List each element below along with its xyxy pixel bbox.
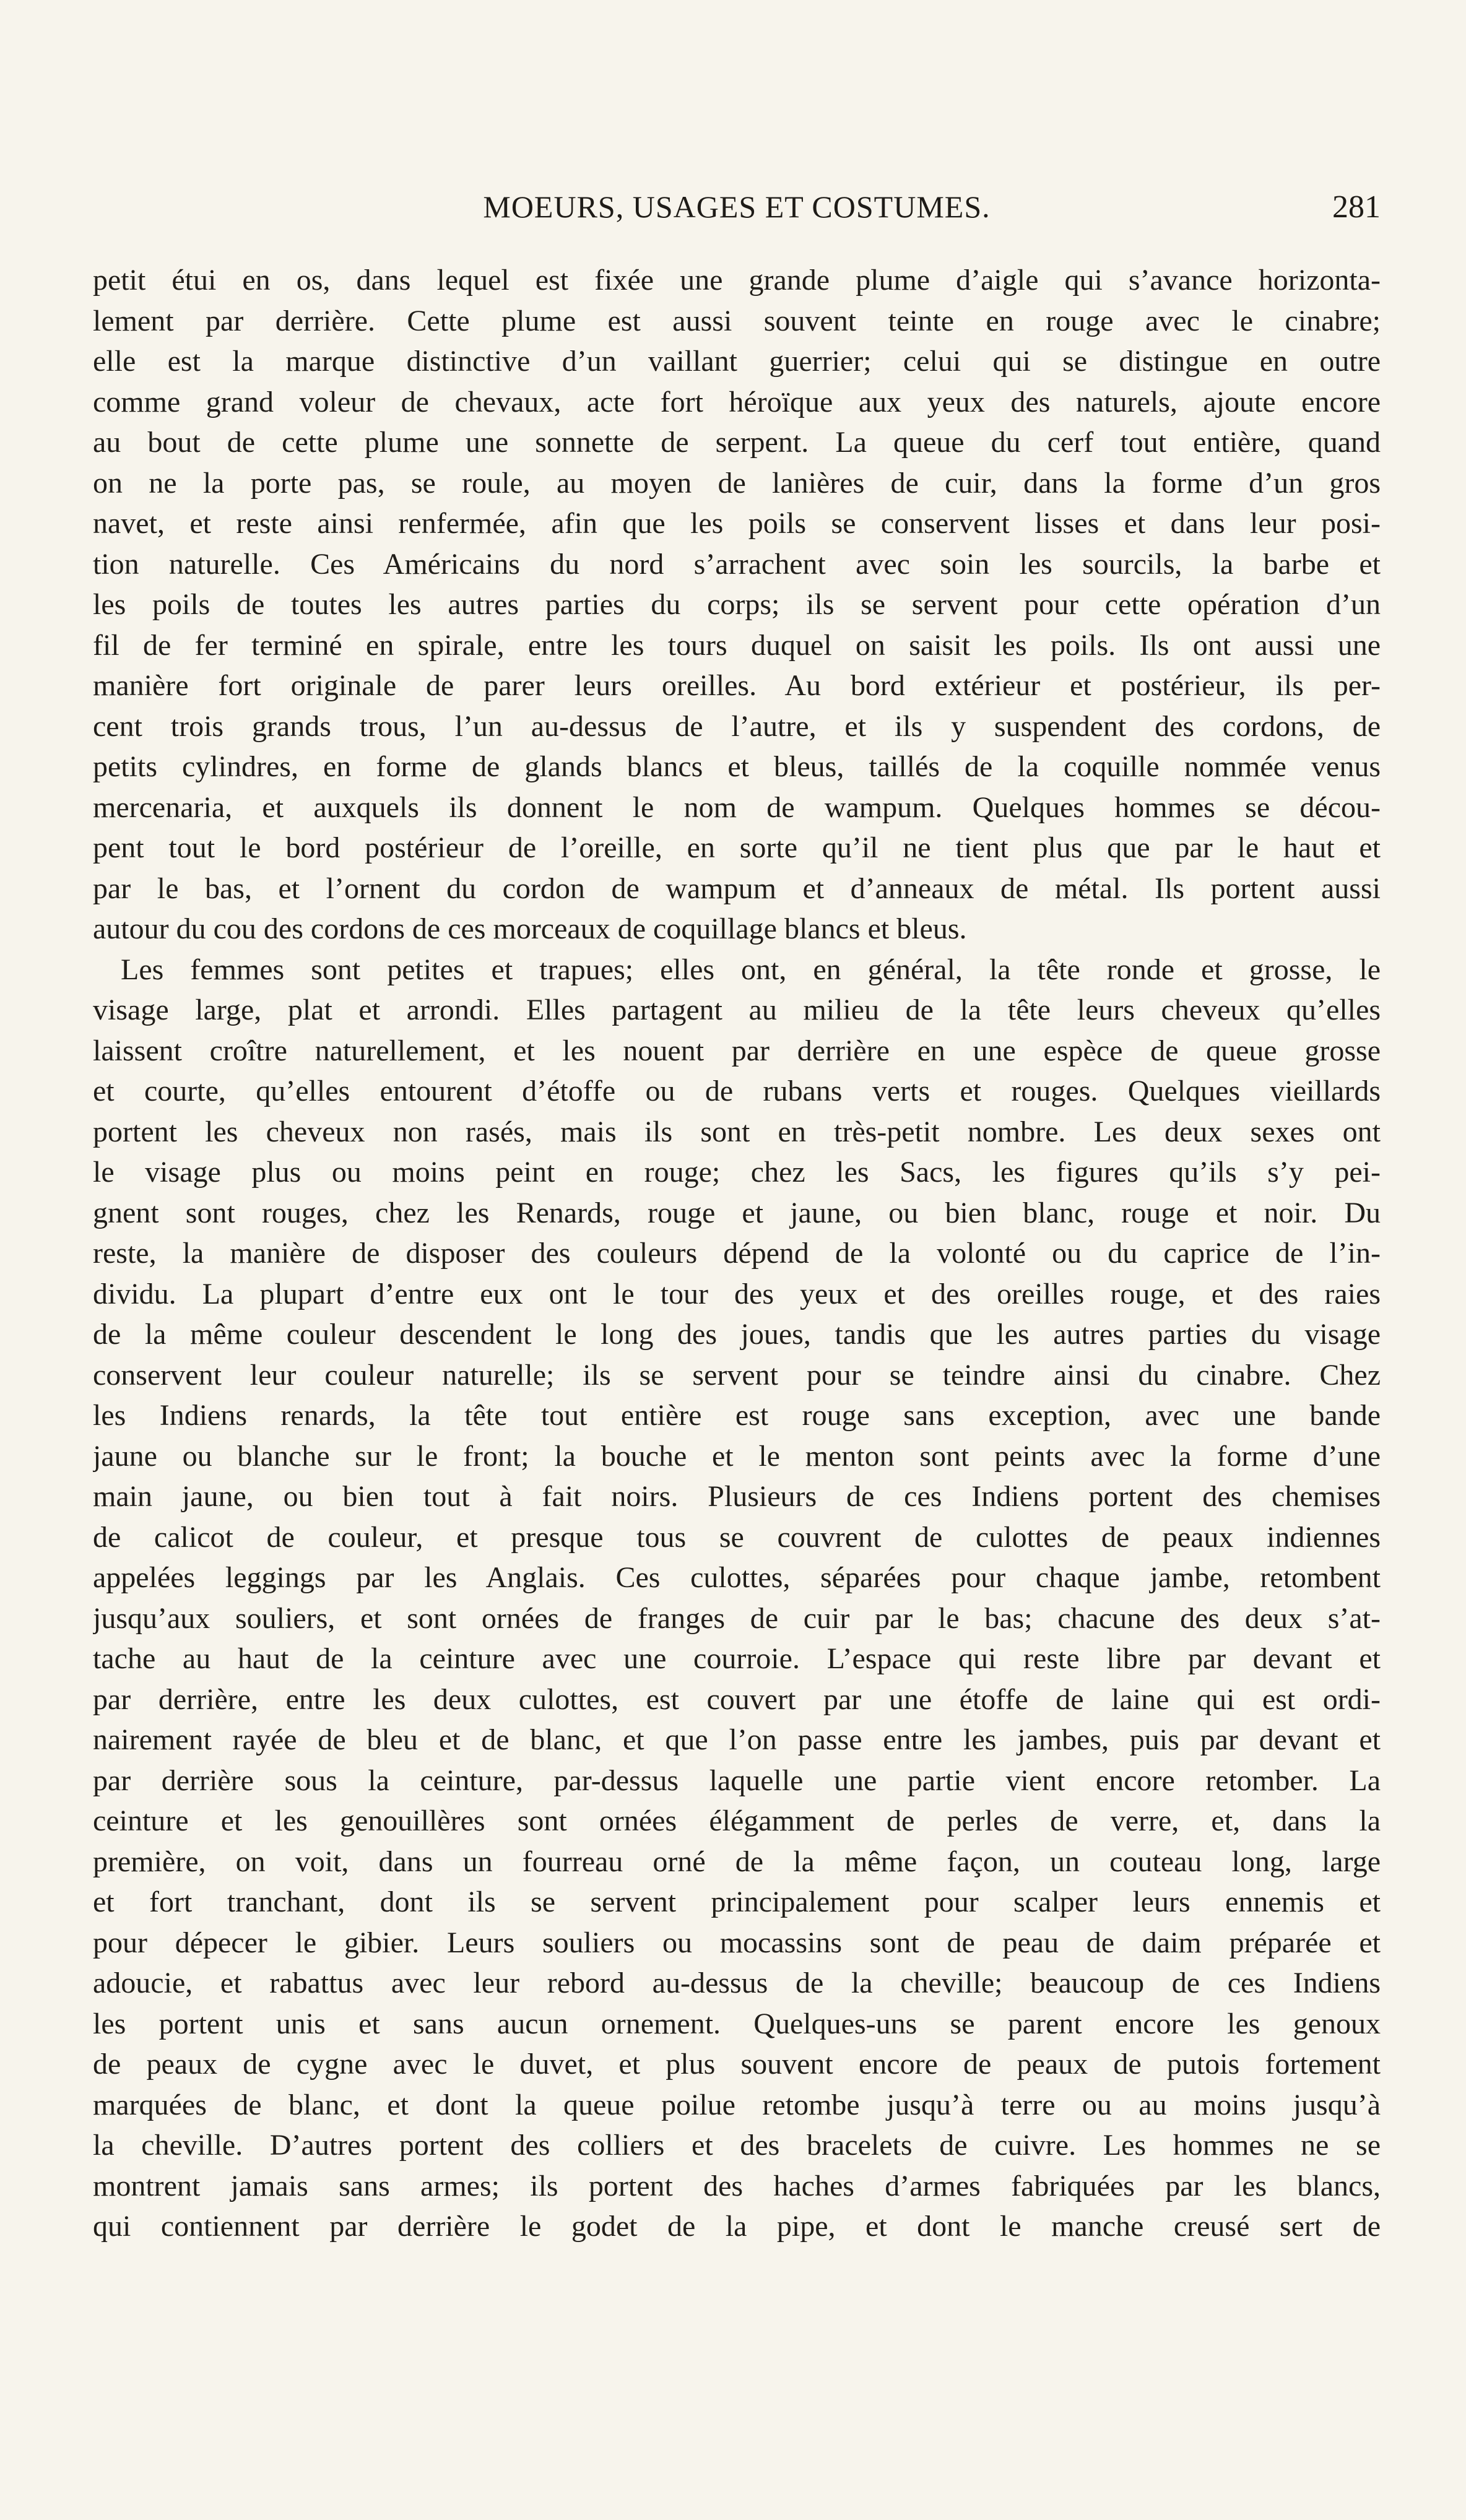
text-line: nairement rayée de bleu et de blanc, et que l’on passe entre les jambes, puis par devant et bbox=[93, 1723, 1381, 1756]
text-line: manière fort originale de parer leurs oreilles. Au bord extérieur et postérieur, ils per- bbox=[93, 669, 1381, 702]
text-line: adoucie, et rabattus avec leur rebord au-dessus de la cheville; beaucoup de ces Indiens bbox=[93, 1967, 1381, 1999]
text-line: ceinture et les genouillères sont ornées élégamment de perles de verre, et, dans la bbox=[93, 1804, 1381, 1837]
text-line: petit étui en os, dans lequel est fixée une grande plume d’aigle qui s’avance horizonta- bbox=[93, 264, 1381, 297]
text-line: de calicot de couleur, et presque tous se couvrent de culottes de peaux indiennes bbox=[93, 1520, 1381, 1554]
text-line: par derrière sous la ceinture, par-dessus laquelle une partie vient encore retomber. La bbox=[93, 1764, 1381, 1797]
text-line: jaune ou blanche sur le front; la bouche et le menton sont peints avec la forme d’une bbox=[93, 1439, 1381, 1473]
text-line: de peaux de cygne avec le duvet, et plus souvent encore de peaux de putois fortement bbox=[93, 2048, 1381, 2081]
text-line: les portent unis et sans aucun ornement. Quelques-uns se parent encore les genoux bbox=[93, 2007, 1381, 2040]
text-line: montrent jamais sans armes; ils portent des haches d’armes fabriquées par les blancs, bbox=[93, 2169, 1381, 2202]
text-line: petits cylindres, en forme de glands blancs et bleus, taillés de la coquille nommée venus bbox=[93, 750, 1381, 783]
text-line: mercenaria, et auxquels ils donnent le nom de wampum. Quelques hommes se décou- bbox=[93, 790, 1381, 824]
text-line: et fort tranchant, dont ils se servent principalement pour scalper leurs ennemis et bbox=[93, 1886, 1381, 1918]
text-line: qui contiennent par derrière le godet de la pipe, et dont le manche creusé sert de bbox=[93, 2210, 1381, 2243]
text-line: portent les cheveux non rasés, mais ils sont en très-petit nombre. Les deux sexes ont bbox=[93, 1115, 1381, 1148]
text-line: pent tout le bord postérieur de l’oreille, en sorte qu’il ne tient plus que par le haut et bbox=[93, 831, 1381, 864]
text-line: de la même couleur descendent le long des joues, tandis que les autres parties du visage bbox=[93, 1318, 1381, 1351]
text-line: par le bas, et l’ornent du cordon de wampum et d’anneaux de métal. Ils portent aussi bbox=[93, 872, 1381, 905]
text-line: première, on voit, dans un fourreau orné de la même façon, un couteau long, large bbox=[93, 1845, 1381, 1878]
text-line: les Indiens renards, la tête tout entière est rouge sans exception, avec une bande bbox=[93, 1399, 1381, 1432]
text-line: pour dépecer le gibier. Leurs souliers ou mocassins sont de peau de daim préparée et bbox=[93, 1926, 1381, 1959]
text-line: la cheville. D’autres portent des colliers et des bracelets de cuivre. Les hommes ne se bbox=[93, 2129, 1381, 2162]
page-number: 281 bbox=[1332, 189, 1381, 225]
text-line: le visage plus ou moins peint en rouge; chez les Sacs, les figures qu’ils s’y pei- bbox=[93, 1156, 1381, 1189]
text-line: visage large, plat et arrondi. Elles partagent au milieu de la tête leurs cheveux qu’elles bbox=[93, 994, 1381, 1026]
running-head bbox=[93, 189, 1381, 232]
text-line: main jaune, ou bien tout à fait noirs. Plusieurs de ces Indiens portent des chemises bbox=[93, 1480, 1381, 1513]
text-line: autour du cou des cordons de ces morceaux de coquillage blancs et bleus. bbox=[93, 912, 967, 945]
text-line: marquées de blanc, et dont la queue poilue retombe jusqu’à terre ou au moins jusqu’à bbox=[93, 2088, 1381, 2121]
text-line: conservent leur couleur naturelle; ils se servent pour se teindre ainsi du cinabre. Chez bbox=[93, 1358, 1381, 1392]
text-line: jusqu’aux souliers, et sont ornées de franges de cuir par le bas; chacune des deux s’at- bbox=[93, 1601, 1381, 1635]
body-text bbox=[93, 260, 1381, 2247]
paragraph-2 bbox=[93, 950, 1381, 2247]
text-line: on ne la porte pas, se roule, au moyen de lanières de cuir, dans la forme d’un gros bbox=[93, 466, 1381, 500]
text-line: les poils de toutes les autres parties du corps; ils se servent pour cette opération d’un bbox=[93, 588, 1381, 621]
paragraph-1 bbox=[93, 260, 1381, 950]
running-title: MOEURS, USAGES ET COSTUMES. bbox=[483, 189, 991, 224]
text-line: cent trois grands trous, l’un au-dessus de l’autre, et ils y suspendent des cordons, de bbox=[93, 709, 1381, 743]
text-line: tache au haut de la ceinture avec une courroie. L’espace qui reste libre par devant et bbox=[93, 1642, 1381, 1675]
text-line: reste, la manière de disposer des couleurs dépend de la volonté ou du caprice de l’in- bbox=[93, 1237, 1381, 1270]
text-line: fil de fer terminé en spirale, entre les tours duquel on saisit les poils. Ils ont aussi une bbox=[93, 628, 1381, 662]
text-line: elle est la marque distinctive d’un vaillant guerrier; celui qui se distingue en outre bbox=[93, 345, 1381, 378]
text-line: dividu. La plupart d’entre eux ont le tour des yeux et des oreilles rouge, et des raies bbox=[93, 1277, 1381, 1310]
text-line: Les femmes sont petites et trapues; elles ont, en général, la tête ronde et grosse, le bbox=[121, 953, 1381, 986]
text-line: au bout de cette plume une sonnette de serpent. La queue du cerf tout entière, quand bbox=[93, 426, 1381, 459]
text-line: lement par derrière. Cette plume est aussi souvent teinte en rouge avec le cinabre; bbox=[93, 304, 1381, 337]
text-line: par derrière, entre les deux culottes, est couvert par une étoffe de laine qui est ordi- bbox=[93, 1682, 1381, 1716]
text-line: et courte, qu’elles entourent d’étoffe ou de rubans verts et rouges. Quelques vieillards bbox=[93, 1075, 1381, 1107]
text-line: laissent croître naturellement, et les nouent par derrière en une espèce de queue grosse bbox=[93, 1034, 1381, 1067]
text-line: comme grand voleur de chevaux, acte fort héroïque aux yeux des naturels, ajoute encore bbox=[93, 385, 1381, 418]
text-line: gnent sont rouges, chez les Renards, rouge et jaune, ou bien blanc, rouge et noir. Du bbox=[93, 1196, 1381, 1229]
text-line: appelées leggings par les Anglais. Ces culottes, séparées pour chaque jambe, retombent bbox=[93, 1561, 1381, 1594]
text-line: tion naturelle. Ces Américains du nord s’arrachent avec soin les sourcils, la barbe et bbox=[93, 547, 1381, 581]
text-line: navet, et reste ainsi renfermée, afin que les poils se conservent lisses et dans leur posi- bbox=[93, 507, 1381, 540]
